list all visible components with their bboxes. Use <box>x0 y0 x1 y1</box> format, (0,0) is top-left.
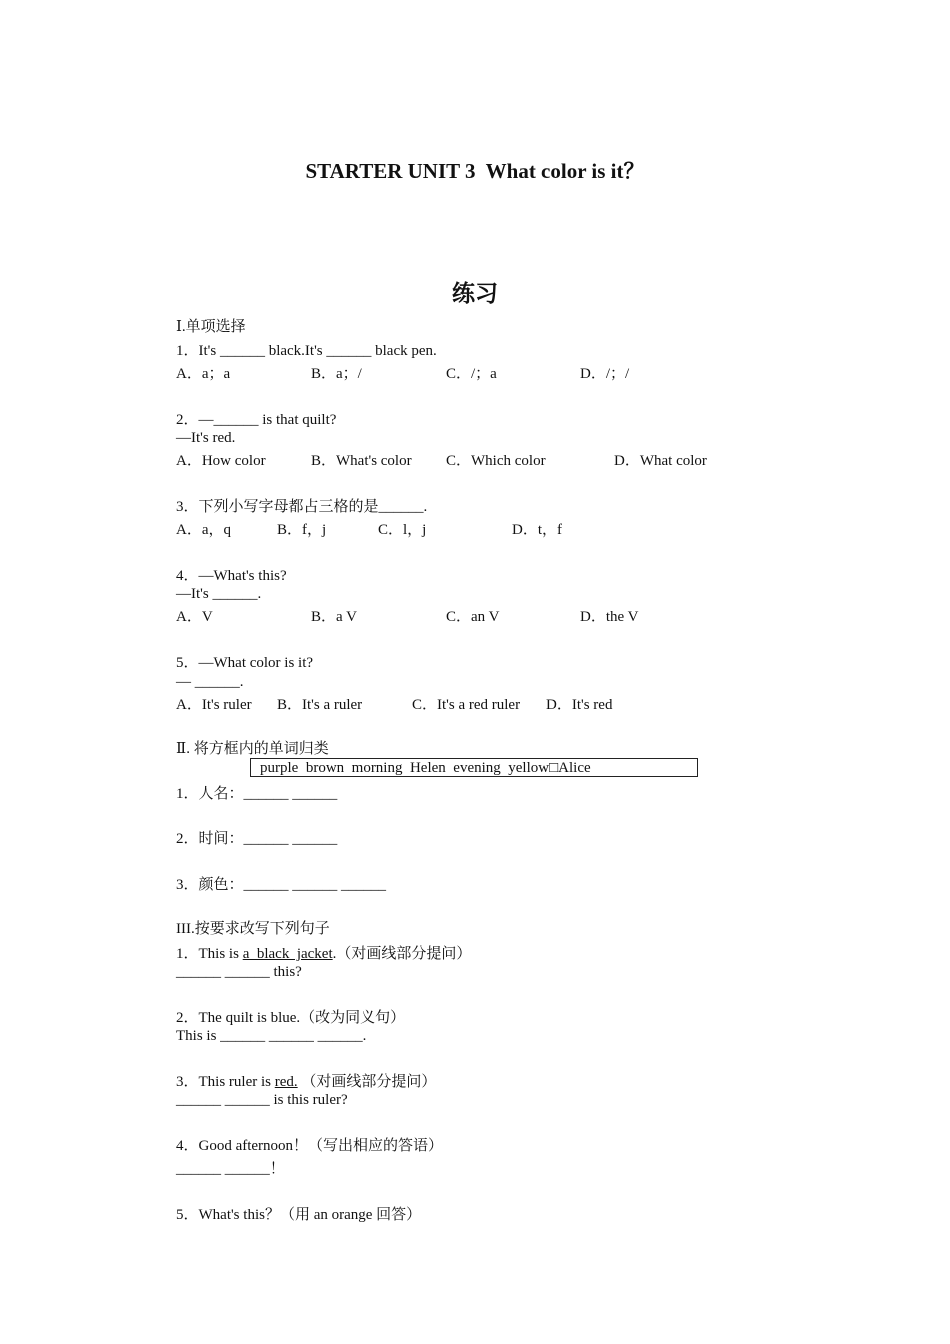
document-title: STARTER UNIT 3 What color is it？ <box>305 159 645 183</box>
word-box-text: purple brown morning Helen evening yellow□Alice <box>260 760 591 776</box>
q5-stem: 5．—What color is it? <box>176 655 314 671</box>
q4-stem-answer: —It's ______. <box>176 586 262 602</box>
q2-option-d: D．What color <box>614 453 707 469</box>
q1-option-d: D．/；/ <box>580 366 630 382</box>
rewrite-q2-stem: 2．The quilt is blue.（改为同义句） <box>176 1010 406 1026</box>
section-1-heading: Ⅰ.单项选择 <box>176 319 246 335</box>
rewrite-q4-stem: 4．Good afternoon！（写出相应的答语） <box>176 1138 444 1154</box>
q2-stem-answer: —It's red. <box>176 430 236 446</box>
q5-option-b: B．It's a ruler <box>277 697 363 713</box>
classify-item-colors: 3．颜色：______ ______ ______ <box>176 877 387 893</box>
q1-option-b: B．a；/ <box>311 366 362 382</box>
rewrite-q1-answer: ______ ______ this? <box>176 964 302 980</box>
q3-stem: 3．下列小写字母都占三格的是______. <box>176 499 428 515</box>
q1-option-c: C．/；a <box>446 366 497 382</box>
q4-option-a: A．V <box>176 609 213 625</box>
q5-option-c: C．It's a red ruler <box>412 697 521 713</box>
q1-option-a: A．a；a <box>176 366 231 382</box>
rewrite-q3-stem <box>176 1073 436 1091</box>
classify-item-names: 1．人名：______ ______ <box>176 786 338 802</box>
q4-option-c: C．an V <box>446 609 500 625</box>
q2-stem: 2．—______ is that quilt? <box>176 412 337 428</box>
rewrite-q5-stem: 5．What's this？（用 an orange 回答） <box>176 1207 422 1223</box>
q3-option-b: B．f，j <box>277 522 327 538</box>
q1-stem: 1．It's ______ black.It's ______ black pen. <box>176 343 437 359</box>
rewrite-q1-post: .（对画线部分提问） <box>332 946 472 962</box>
q2-option-a: A．How color <box>176 453 266 469</box>
rewrite-q3-pre: 3．This ruler is <box>176 1074 275 1090</box>
q5-option-a: A．It's ruler <box>176 697 252 713</box>
q4-option-d: D．the V <box>580 609 639 625</box>
rewrite-q3-post: （对画线部分提问） <box>297 1074 437 1090</box>
section-2-heading: Ⅱ. 将方框内的单词归类 <box>176 741 329 757</box>
word-box <box>250 758 698 777</box>
q2-option-c: C．Which color <box>446 453 546 469</box>
q5-option-d: D．It's red <box>546 697 613 713</box>
section-3-heading: III.按要求改写下列句子 <box>176 921 330 937</box>
rewrite-q2-answer: This is ______ ______ ______. <box>176 1028 367 1044</box>
q3-option-d: D．t，f <box>512 522 562 538</box>
q3-option-a: A．a，q <box>176 522 231 538</box>
rewrite-q4-answer: ______ ______！ <box>176 1161 285 1177</box>
q3-option-c: C．l，j <box>378 522 427 538</box>
q4-stem: 4．—What's this? <box>176 568 287 584</box>
rewrite-q3-underlined: red. <box>274 1074 298 1090</box>
exercise-heading: 练习 <box>452 281 498 307</box>
q5-stem-answer: — ______. <box>176 674 244 690</box>
q2-option-b: B．What's color <box>311 453 412 469</box>
rewrite-q3-answer: ______ ______ is this ruler? <box>176 1092 348 1108</box>
q4-option-b: B．a V <box>311 609 357 625</box>
rewrite-q1-pre: 1．This is <box>176 946 243 962</box>
classify-item-time: 2．时间：______ ______ <box>176 831 338 847</box>
rewrite-q1-stem <box>176 945 471 963</box>
rewrite-q1-underlined: a black jacket <box>242 946 333 962</box>
